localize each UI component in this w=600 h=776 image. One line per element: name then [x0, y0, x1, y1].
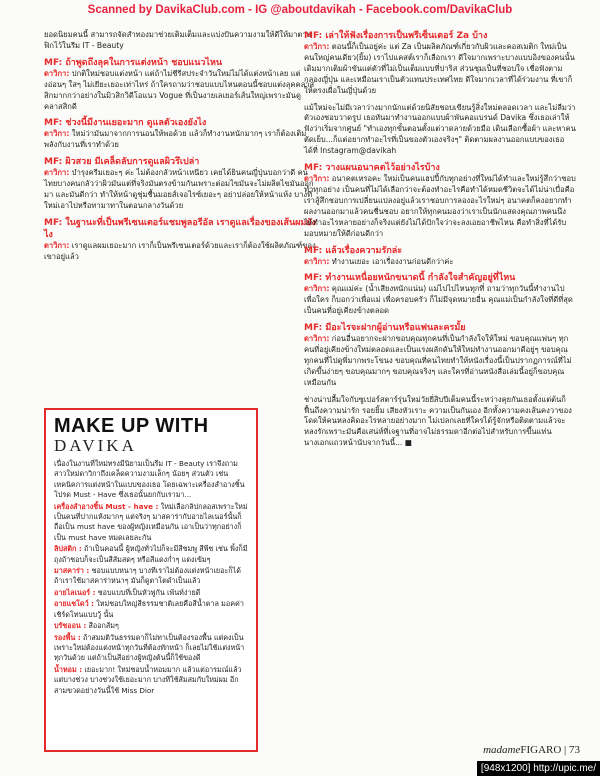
answer-body: บำรุงครีมเยอะๆ ค่ะ ไม่ต้องกลัวหน้าเหนียว เคยได้ยินคนญี่ปุ่นบอกว่าดี คนไทยบางคนกลัวว่าผิวมันแต่ที่จริงมันตรงข้ามกันเพราะต่อมไขมันจะไม่ผลิตไขมันออกมา และมันดีกว่า ทำให้หน้าดูชุ่มชื้นมอยส์เจอไรซ์เยอะๆ อย่าปล่อยให้หน้าแห้ง บางทีใหม่เอาไปหรือทามาทาในตอนกลางวันด้วย — [44, 168, 314, 210]
scan-watermark-banner: Scanned by DavikaClub.com - IG @aboutdavikah - Facebook.com/DavikaClub — [87, 4, 513, 16]
question-heading: MF: วางแผนอนาคตไว้อย่างไรบ้าง — [304, 163, 440, 174]
magazine-brand: madame — [483, 744, 521, 756]
answer-body: อนาคตเหรอคะ ใหม่เป็นคนแฮปปี้กับทุกอย่างที่ใหม่ได้ทำและใหม่รู้สึกว่าชอบทำทุกอย่าง เป็นคนที่ไม่ได้เลือกว่าจะต้องทำอะไรคือทำได้หมดชีวิตจะได้ไม่น่าเบื่อคือเราสู้สึกชอบการเปลี่ยนแปลงอยู่แล้วเราชอบการลองอะไรใหม่ๆ อนาคตก็คงอยากทำผลงานออกมาแล้วคนชื่นชอบ อยากให้ทุกคนมองว่าเราเป็นนักแสดงคุณภาพคนนึง ได้ทำอะไรหลายอย่างก็จริงแต่ยังไม่ได้ปักใจว่าจะลงเอยอาชีพไหน คือทำสิ่งที่ได้รับมอบหมายให้ดีก่อนดีกว่า — [304, 174, 576, 238]
speaker-label: ดาวิกา: — [44, 168, 70, 178]
closing-paragraph: ช่างน่าปลื้มใจกับซูเปอร์สตาร์รุ่นใหม่วัยยี่สิบปีเต็มคนนี้ระหว่างคุยกันเธอตั้งแต่ต้นก็ฟื้นถึงความน่ารัก รอยยิ้ม เสียงหัวเราะ ความเป็นกันเอง อีกทั้งความคงเส้นคงวาของโดดให้คนหลงคิดอะไรหลายอย่างมาก ไม่เปลกเลยที่ใครได้รู้จักหรือติดตามแล้วจะหลงรักเพราะมันคือเสน่ห์ที่เจฐานที่อาจไม่ธรรมดาอีกต่อไปสำหรับการขึ้นแท่นนางเอกแถวหน้านับจากวันนี้... ■ — [304, 394, 572, 448]
speaker-label: ดาวิกา: — [304, 284, 330, 294]
question-heading: MF: ทำงานเหนื่อยหนักขนาดนี้ กำลังใจสำคัญอยู่ที่ไหน — [304, 273, 516, 284]
box-item — [54, 621, 248, 631]
speaker-label: ดาวิกา: — [44, 240, 70, 250]
speaker-label: ดาวิกา: — [44, 129, 70, 139]
qa-item — [304, 245, 576, 268]
box-item — [54, 544, 248, 565]
question-heading: MF: มีอะไรจะฝากผู้อ่านหรือแฟนละครมั้ย — [304, 323, 466, 334]
box-item — [54, 599, 248, 620]
page-footer: madameFIGARO | 73 — [483, 744, 580, 756]
makeup-sidebar-box — [44, 408, 258, 752]
box-item-text: ใหม่เลือกลิปกลอสเพราะใหม่เป็นคนที่ปากแห้งมากๆ แต่จริงๆ มาสคาร่ากับอายไลเนอร์นั้นก็ถือเป็น must have ของผู้หญิงเหมือนกัน เอาเป็นว่าทุกอย่างก็เป็น must have หมดเลยละกัน — [54, 501, 248, 542]
qa-item — [304, 322, 576, 389]
right-column — [304, 30, 576, 449]
answer-body: ก่อนอื่นอยากจะฝากขอบคุณทุกคนที่เป็นกำลังใจให้ใหม่ ขอบคุณแฟนๆ ทุกคนที่อยู่เคียงข้างใหม่ตลอดและเป็นแรงผลักดันให้ใหม่ทำงานออกมาดีอยู่ๆ ขอบคุณทุกคนที่ไปดูพี่มากพระโขนง ขอบคุณที่คนไทยทำให้หนังเรื่องนี้เป็นปรากฏการณ์ที่ไม่เกิดขึ้นง่ายๆ ขอบคุณมากๆ ขอบคุณจริงๆ และใครที่อ่านหนังสือเล่มนี้อยู่ก็ขอบคุณเหมือนกัน — [304, 334, 572, 387]
box-item-label: มาสคาร่า : — [54, 566, 90, 576]
box-title: MAKE UP WITH — [54, 415, 209, 437]
qa-item — [44, 117, 316, 151]
box-item-label: น้ำหอม : — [54, 664, 83, 674]
speaker-label: ดาวิกา: — [304, 42, 330, 51]
question-heading: MF: เล่าให้ฟังเรื่องการเป็นพรีเซ็นเตอร์ Za บ้าง — [304, 31, 488, 41]
answer-text — [304, 334, 576, 389]
qa-item — [44, 57, 316, 113]
qa-item — [304, 30, 576, 97]
box-item — [54, 502, 248, 544]
answer-body: คุณแม่ค่ะ (น้ำเสียงหนักแน่น) แม่ไปไปไหนทุกที่ ถามว่าทุกวันนี้ทำงานไปเพื่อใคร ก็บอกว่าเพื่อแม่ เพื่อครอบครัว ก็ไม่มีจุดหมายอื่น คุณแม่เป็นกำลังใจที่ดีที่สุด เป็นคนที่อยู่เคียงข้างตลอด — [304, 284, 573, 316]
answer-text — [44, 241, 316, 263]
box-item-text: สีออกส้มๆ — [86, 621, 119, 631]
answer-body: ตอนนี้ก็เป็นอยู่ค่ะ แต่ Za เป็นผลิตภัณฑ์เกี่ยวกับผิวและคอสเมติก ใหม่เป็นคนใหญ่คนเดียว(ยิ้ม) เราไปแคสต์เราก็เลือกเรา ดีใจมากเพราะบางแบบอิงของคนนั้นเดิมมากเติมผ้าขันแต่ตัวที่ไม่เป็นเต็มแบบที่ปาริส ส่วนชุมเป็นที่ชอบใจ เชื่อฟังตามกลองญี่ปุ่น และเหมือนเราเป็นตัวแทนประเทศไทย ดีใจมากเวลาที่ได้ร่วมงาน ที่เขาก็ให้ตรงเผื่อในญี่ปุ่นด้วย — [304, 42, 575, 95]
box-item-label: รองพื้น : — [54, 632, 81, 642]
body-paragraph: แม้ใหม่จะไม่มีเวลาว่างมากนักแต่ด้วยนิสัยชอบเขียนรู้สิ่งใหม่ตลอดเวลา และไม่ลืมว่าตัวเองชอบวาดรูป เธอหันมาทำงานออกแบบผ้าพันคอแบรนด์ Davika ซึ่งเธอเล่าให้ฟังว่าเริ่มจากศูนย์ "ทำเองทุกขั้นตอนตั้งแต่วาดลายด้วยมือ เดินเลือกซื้อผ้า และหาคนตัดเย็บ...ก็แต่อยากทำอะไรที่เป็นของตัวเองจริงๆ" ติดตามผลงานออกแบบของเธอได้ที่ Instagram@davikah — [304, 102, 576, 156]
box-item-text: ถ้าสมมติวันธรรมดาก็ไม่ทาเป็นต้องรองพื้น แต่คงเป็นเพราะใหม่ต้องแต่งหน้าทุกวันที่ต้องทักหน้า ก็เลยไม่ใช้เเต่งหน้าทุกวันด้วย แต่ถ้าเป็นสีอย่างผู้หญิงต้นนี้ก็ใช้ของดี — [54, 632, 245, 663]
question-heading: MF: ในฐานะที่เป็นพรีเซนเตอร์แชมพูลอรีอัล เราดูแลเรื่องของเส้นผมยังไง — [44, 217, 316, 240]
box-item — [54, 633, 248, 664]
resolution-watermark: [948x1200] http://upic.me/ — [477, 761, 600, 776]
box-item — [54, 665, 248, 696]
answer-text — [304, 174, 576, 239]
magazine-brand-suffix: FIGARO — [520, 744, 562, 756]
speaker-label: ดาวิกา: — [304, 334, 330, 344]
box-subtitle: DAVIKA — [54, 436, 137, 455]
question-heading: MF: ถ้าพูดถึงลุคในการแต่งหน้า ชอบแนวไหน — [44, 57, 223, 68]
answer-body: ใหม่ว่ามันมาจากการนอนให้พอด้วย แล้วก็ทำงานหนักมากๆ เราก็ต้องเติมพลังกับงานที่เราทำด้วย — [44, 129, 307, 150]
answer-text — [304, 257, 576, 268]
answer-text — [44, 69, 316, 113]
question-heading: MF: ผิวสวย มีเคล็ดลับการดูแลผิวรึเปล่า — [44, 157, 200, 168]
box-item-label: อายแชโดว์ : — [54, 599, 95, 609]
answer-text — [44, 168, 316, 212]
answer-body: ทำงานเยอะ เอาเรื่องงานก่อนดีกว่าค่ะ — [329, 256, 454, 266]
box-item-label: อายไลเนอร์ : — [54, 587, 96, 597]
box-item-label: ลิปสติก : — [54, 544, 82, 554]
answer-text — [44, 129, 316, 151]
answer-body: ปกติใหม่ชอบแต่งหน้า แต่ถ้าไม่ชีรีสประจำวันใหม่ไม่ได้แต่งหน้าเลย แต่งอ่อนๆ ใสๆ ไม่เยียะเยอะเท่าไหร่ ถ้าใครถามว่าชอบแบบไหนตอนนี้ชอบแต่งลุคคลาสสิกมากกว่าอย่างในมิวสิกวิดีโอแนว Vogue ที่เป็นงายเลเยอร์เส้นใหญ่เพราะมันดูคลาสสิกดี — [44, 68, 315, 111]
answer-text — [304, 284, 576, 317]
box-item-text: ถ้าเป็นคอนนี้ ผู้หญิงทั่วไปก็จะมีสีชมพู สีพีช เช่น พิ้งก็มีถุงถ้าชอบก็จะเป็นสีส้มสดๆ หรือสีแดงก่ำๆ แดงเข้มๆ — [54, 544, 248, 564]
speaker-label: ดาวิกา: — [44, 68, 70, 78]
box-intro: เนื่องในงานที่ใหม่ทรงมีนิยามเป็นรีม IT - Beauty เราจึงถามสาวใหม่ดาวิกาถึงเคล็ดความงามเล็กๆ น้อยๆ ส่วนตัว เช่น เทคนิคการแต่งหน้าในแบบของเธอ โดยเฉพาะเครื่องสำอางชิ้นโปรด Must - Have ซึ่งเธอนั้นยกกับเรามา... — [54, 459, 245, 500]
qa-item — [44, 217, 316, 263]
box-item-text: ใหม่ชอบใหญ่สีธรรมชาติเลยคือสีน้ำตาล มอคค่า เชิร์ดโทนแบบวู้ นั้น — [54, 599, 244, 619]
box-item — [54, 566, 248, 587]
box-item-label: บรัชออน : — [54, 621, 87, 631]
box-item-text: ชอบแบบหนาๆ บางทีเราไม่ต้องแต่งหน้าเยอะก็ได้ถ้าเราใช้มาสคาร่าหนาๆ มันก็ดูตาโตดำเป็นแล้ว — [54, 566, 241, 586]
box-item-text: ชอบแบบที่เป็นหัวพู่กัน เพ้นท์ง่ายดี — [95, 587, 201, 597]
speaker-label: ดาวิกา: — [304, 256, 330, 266]
qa-item — [44, 156, 316, 212]
answer-body: เราดูแลผมเยอะมาก เราก็เป็นพรีเซนเตอร์ด้วยและเราก็ต้องใช้ผลิตภัณฑ์ของเขาอยู่แล้ว — [44, 240, 316, 261]
speaker-label: ดาวิกา: — [304, 174, 330, 184]
box-item-text: เยอะมาก! ใหม่ชอบน้ำหอมมาก แล้วแต่อารมณ์แล้วแต่บางช่วง บางช่วงใช้เยอะมาก บางทีใช้ส้มสมกับใหม่ผม อีกสามขวดอย่างวันนี้ใช้ Miss Dior — [54, 664, 242, 695]
left-column — [44, 30, 316, 263]
qa-item — [304, 272, 576, 317]
question-heading: MF: แล้วเรื่องความรักล่ะ — [304, 245, 403, 256]
page-number: 73 — [569, 744, 580, 756]
box-item-label: เครื่องสำอางชิ้น Must - have : — [54, 501, 159, 511]
left-intro: ยอดนิยมคนนี้ สามารถจัดสำทองมาช่วยเติมเต็มและแบ่งปันความงามให้ดีให้มาตาม ฟิกไว้ในรีม IT - Beauty — [44, 30, 312, 50]
answer-text — [304, 42, 576, 97]
box-item — [54, 588, 248, 598]
qa-item — [304, 162, 576, 239]
question-heading: MF: ช่วงนี้มีงานเยอะมาก ดูแลตัวเองยังไง — [44, 118, 207, 129]
